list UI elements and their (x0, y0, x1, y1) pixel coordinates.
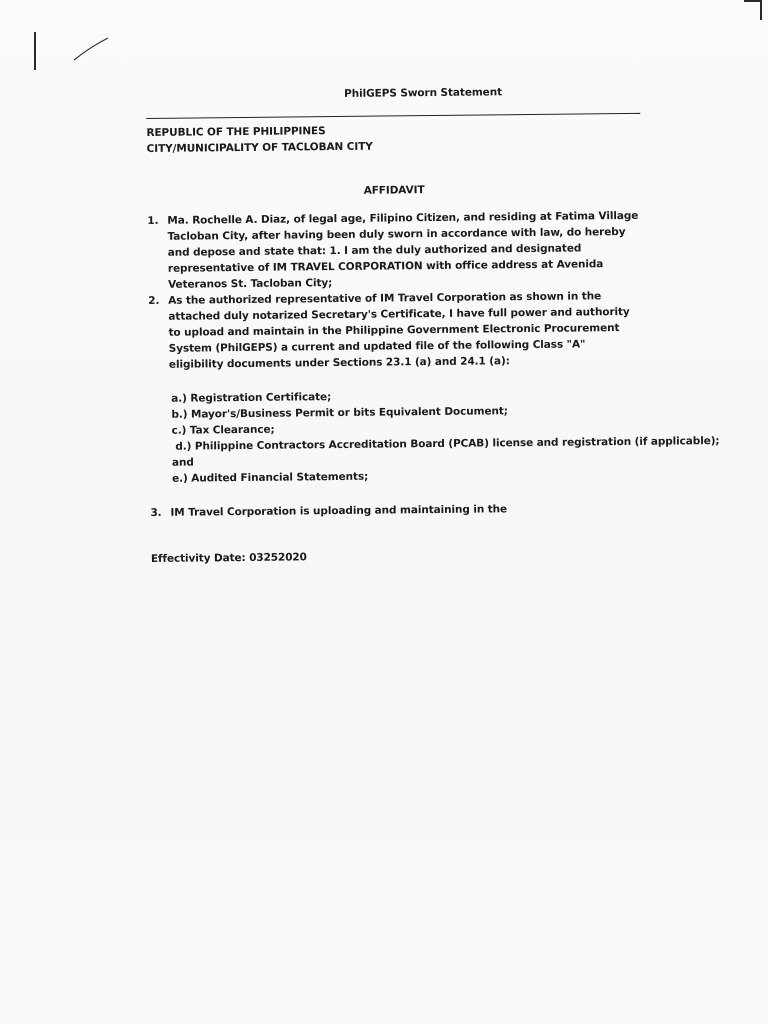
eligibility-documents-list (171, 386, 720, 487)
paragraph-number: 2. (148, 294, 160, 307)
paragraph-number: 1. (147, 214, 159, 227)
republic-heading: REPUBLIC OF THE PHILIPPINES (146, 125, 326, 139)
paragraph-text: As the authorized representative of IM Travel Corporation as shown in the attached duly notarized Secretary's Certificate, I have full power and authority to upload and maintain in the Philippine Government Electronic Procurement System (PhilGEPS) a current and updated file of the following Class "A" eligibility documents under Sections 23.1 (a) and 24.1 (a): (168, 290, 630, 371)
paragraph-number: 3. (150, 506, 162, 519)
paragraph-2 (148, 288, 643, 373)
paragraph-text: Ma. Rochelle A. Diaz, of legal age, Filipino Citizen, and residing at Fatima Village Tacloban City, after having been duly sworn in accordance with law, do hereby and depose and state that: 1. I am the duly authorized and designated representative of IM TRAVEL CORPORATION with office address at Avenida Veteranos St. Tacloban City; (167, 209, 639, 291)
pen-tick-mark-icon (72, 36, 112, 62)
list-item: b.) Mayor's/Business Permit or bits Equivalent Document; (171, 405, 508, 421)
effectivity-date: Effectivity Date: 03252020 (150, 551, 307, 565)
paragraph-text: IM Travel Corporation is uploading and maintaining in the (170, 503, 508, 519)
affidavit-document (146, 83, 720, 567)
paragraph-1 (147, 208, 642, 293)
header-rule (146, 113, 640, 119)
paragraph-3 (150, 500, 644, 521)
list-item: e.) Audited Financial Statements; (172, 470, 369, 485)
document-title: PhilGEPS Sworn Statement (344, 86, 503, 100)
affidavit-heading: AFFIDAVIT (363, 184, 425, 197)
scan-edge-mark (34, 32, 36, 70)
city-heading: CITY/MUNICIPALITY OF TACLOBAN CITY (146, 140, 373, 155)
list-item: c.) Tax Clearance; (171, 423, 275, 437)
scan-edge-mark (744, 0, 762, 2)
scan-edge-mark (760, 0, 762, 20)
list-item: d.) Philippine Contractors Accreditation Board (PCAB) license and registration (if applicable); (171, 435, 720, 453)
list-item: and (171, 456, 194, 469)
list-item: a.) Registration Certificate; (171, 391, 332, 405)
